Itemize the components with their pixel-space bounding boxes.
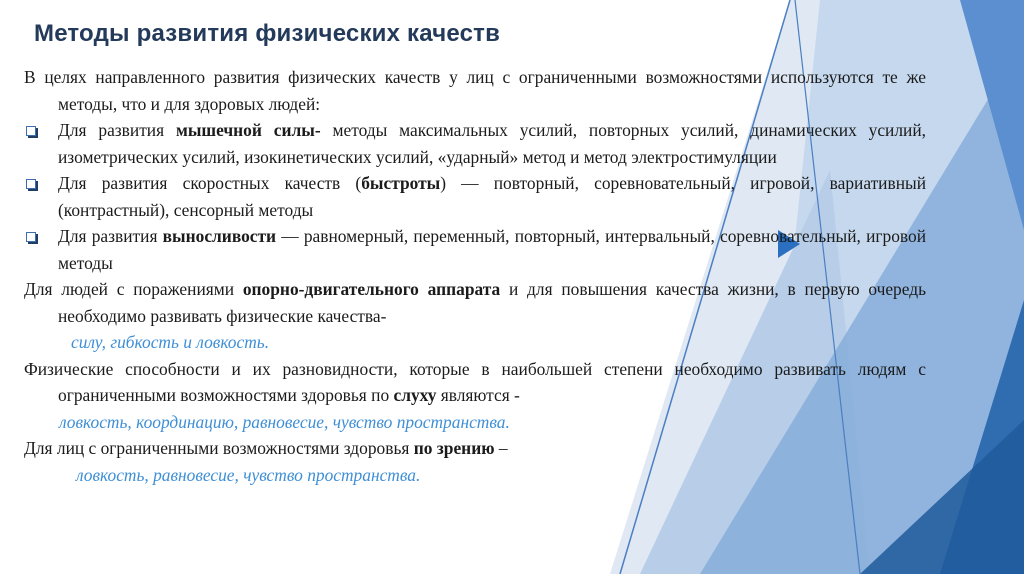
content	[24, 64, 926, 488]
musculoskeletal-paragraph: Для людей с поражениями опорно-двигательного аппарата и для повышения качества жизни, в первую очередь необходимо развивать физические качества-	[24, 279, 926, 326]
list-item-endurance: Для развития выносливости — равномерный, переменный, повторный, интервальный, соревновательный, игровой методы	[24, 223, 926, 276]
checkbox-bullet-icon	[26, 232, 36, 242]
intro-paragraph: В целях направленного развития физических качеств у лиц с ограниченными возможностями используются те же методы, что и для здоровых людей:	[24, 67, 926, 114]
list-item-speed: Для развития скоростных качеств (быстроты) — повторный, соревновательный, игровой, вариативный (контрастный), сенсорный методы	[24, 170, 926, 223]
checkbox-bullet-icon	[26, 179, 36, 189]
vision-qualities: ловкость, равновесие, чувство пространства.	[76, 464, 421, 485]
musculoskeletal-qualities: силу, гибкость и ловкость.	[71, 332, 270, 352]
vision-paragraph: Для лиц с ограниченными возможностями здоровья по зрению –	[24, 438, 508, 458]
hearing-paragraph: Физические способности и их разновидности, которые в наибольшей степени необходимо развивать людям с ограниченными возможностями здоровья по слуху являются -	[24, 358, 926, 405]
page-title: Методы развития физических качеств	[34, 20, 501, 47]
list-item-strength: Для развития мышечной силы- методы максимальных усилий, повторных усилий, динамических усилий, изометрических усилий, изокинетических усилий, «ударный» метод и метод электростимуляции	[24, 117, 926, 170]
hearing-qualities: ловкость, координацию, равновесие, чувство пространства.	[59, 411, 510, 432]
checkbox-bullet-icon	[26, 126, 36, 136]
